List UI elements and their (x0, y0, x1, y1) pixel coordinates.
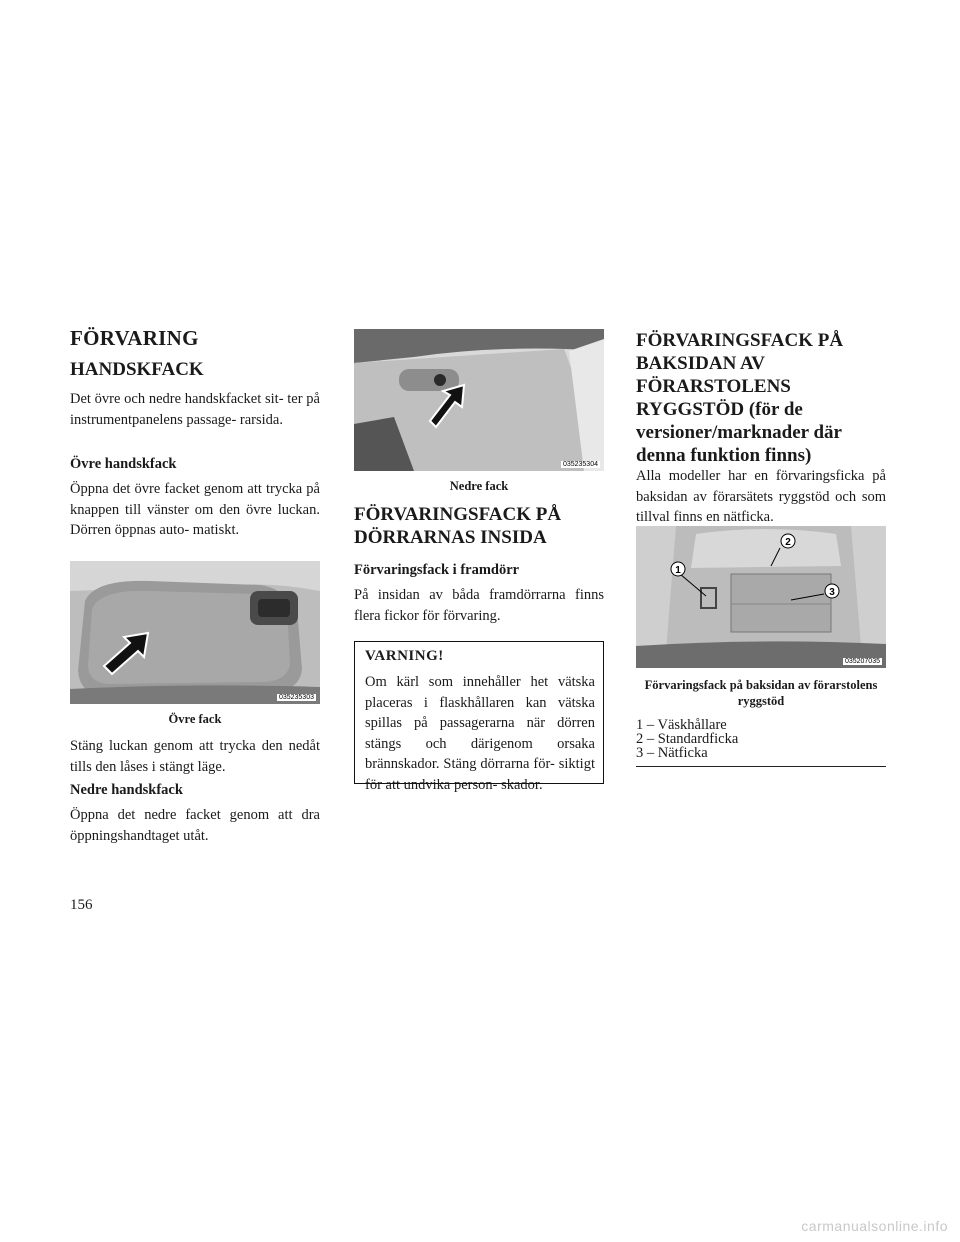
upper-glovebox-text: Öppna det övre facket genom att trycka på knappen till vänster om den övre luckan. Dörren öppnas auto- matiskt. (70, 481, 320, 538)
figure-label-1: 1 (675, 565, 681, 576)
front-door-heading: Förvaringsfack i framdörr (354, 562, 520, 578)
figure-caption-seatback: Förvaringsfack på baksidan av förarstolens ryggstöd (644, 678, 878, 708)
legend-rule (636, 766, 886, 767)
page-title: FÖRVARING (70, 326, 199, 350)
figure-code: 035235304 (562, 461, 598, 468)
section-heading-door-storage: FÖRVARINGSFACK PÅ DÖRRARNAS INSIDA (354, 504, 562, 548)
figure-seatback (636, 526, 886, 668)
page-number: 156 (70, 897, 93, 913)
figure-label-3: 3 (829, 587, 835, 598)
lower-glovebox-text: Öppna det nedre facket genom att dra öppningshandtaget utåt. (70, 807, 320, 844)
figure-caption-upper: Övre fack (168, 712, 222, 726)
upper-glovebox-illustration (70, 561, 320, 704)
section-heading-handskfack: HANDSKFACK (70, 359, 204, 380)
warning-text: Om kärl som innehåller het vätska placeras i flaskhållaren kan vätska spillas på passagerarna när dörren stängs och därigenom orsaka brännskador. Stäng dörrarna för- siktigt för att undvika person- skador. (365, 674, 595, 793)
figure-code: 035207035 (844, 658, 880, 665)
warning-title: VARNING! (365, 648, 444, 664)
figure-legend (636, 718, 886, 760)
seatback-text: Alla modeller har en förvaringsficka på baksidan av förarsätets ryggstöd och som tillval finns en nätficka. (636, 468, 886, 525)
intro-paragraph: Det övre och nedre handskfacket sit- ter på instrumentpanelens passage- rarsida. (70, 391, 320, 428)
warning-box (354, 641, 604, 793)
upper-glovebox-heading: Övre handskfack (70, 456, 177, 472)
legend-item: 3 – Nätficka (636, 745, 708, 761)
figure-label-2: 2 (785, 537, 791, 548)
legend-item: 1 – Väskhållare (636, 717, 727, 733)
legend-item: 2 – Standardficka (636, 731, 739, 747)
lower-glovebox-illustration (354, 329, 604, 471)
watermark: carmanualsonline.info (801, 1218, 948, 1234)
figure-caption-lower: Nedre fack (449, 479, 509, 493)
lower-glovebox-heading: Nedre handskfack (70, 782, 183, 798)
figure-code: 035235303 (278, 694, 314, 701)
figure-upper-glovebox (70, 561, 320, 704)
section-heading-seatback: FÖRVARINGSFACK PÅ BAKSIDAN AV FÖRARSTOLENS RYGGSTÖD (för de versioner/marknader där denna funktion finns) (636, 330, 844, 466)
close-lid-text: Stäng luckan genom att trycka den nedåt tills den låses i stängt läge. (70, 738, 320, 775)
figure-lower-glovebox (354, 329, 604, 471)
front-door-text: På insidan av båda framdörrarna finns flera fickor för förvaring. (354, 587, 604, 624)
seatback-illustration (636, 526, 886, 668)
